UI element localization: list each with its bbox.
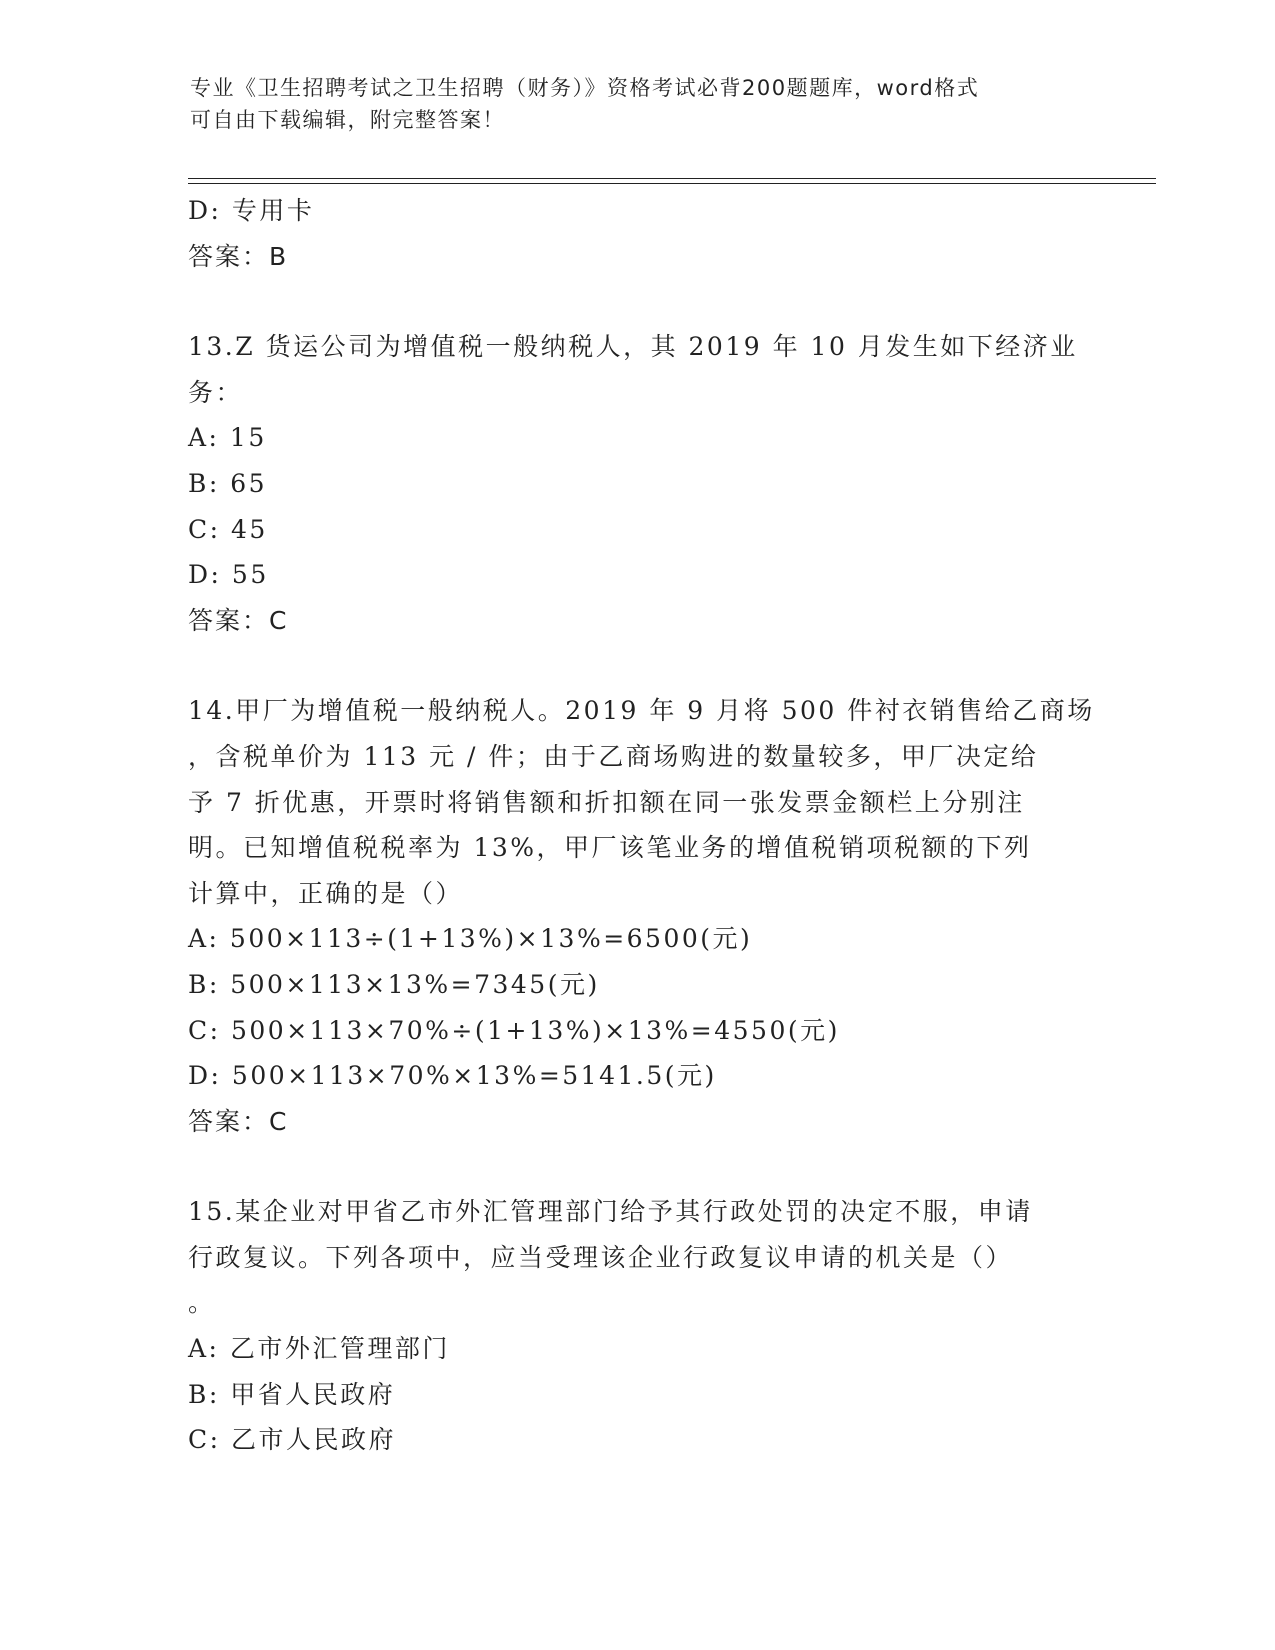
spacer — [188, 1144, 1088, 1189]
question-stem-line: 务： — [188, 377, 244, 407]
option-a: A: 500×113÷(1+13%)×13%=6500(元) — [188, 924, 753, 954]
header-line-1: 专业《卫生招聘考试之卫生招聘（财务）》资格考试必背200题题库，word格式 — [190, 76, 980, 100]
header-line-2: 可自由下载编辑，附完整答案！ — [190, 108, 505, 132]
question-stem-line: 明。已知增值税税率为 13%，甲厂该笔业务的增值税销项税额的下列 — [188, 833, 1032, 863]
question-13 — [188, 324, 1088, 643]
option-c: C: 500×113×70%÷(1+13%)×13%=4550(元) — [188, 1015, 840, 1045]
question-content — [188, 188, 1095, 1463]
option-c: C: 45 — [188, 514, 268, 544]
header-divider-bottom — [188, 183, 1156, 184]
document-header — [190, 72, 1080, 136]
spacer — [188, 643, 1088, 688]
question-stem-line: 。 — [188, 1288, 216, 1318]
answer-line: 答案：B — [188, 241, 289, 271]
question-stem-line: 行政复议。下列各项中，应当受理该企业行政复议申请的机关是（） — [188, 1242, 1014, 1272]
question-stem-line: 13.Z 货运公司为增值税一般纳税人，其 2019 年 10 月发生如下经济业 — [188, 332, 1078, 362]
option-b: B: 500×113×13%=7345(元) — [188, 969, 600, 999]
option-b: B: 甲省人民政府 — [188, 1379, 396, 1409]
question-14 — [188, 688, 1095, 1144]
answer-line: 答案：C — [188, 605, 289, 635]
option-a: A: 15 — [188, 423, 267, 453]
option-d: D: 500×113×70%×13%=5141.5(元) — [188, 1061, 717, 1091]
answer-line: 答案：C — [188, 1106, 289, 1136]
option-a: A: 乙市外汇管理部门 — [188, 1334, 450, 1364]
option-d: D: 55 — [188, 560, 269, 590]
question-15 — [188, 1189, 1088, 1463]
spacer — [188, 279, 1088, 324]
question-stem-line: ，含税单价为 113 元 / 件；由于乙商场购进的数量较多，甲厂决定给 — [188, 741, 1039, 771]
option-b: B: 65 — [188, 468, 268, 498]
header-divider-top — [188, 178, 1156, 179]
question-stem-line: 计算中，正确的是（） — [188, 878, 464, 908]
question-stem-line: 予 7 折优惠，开票时将销售额和折扣额在同一张发票金额栏上分别注 — [188, 787, 1025, 817]
question-stem-line: 15.某企业对甲省乙市外汇管理部门给予其行政处罚的决定不服，申请 — [188, 1197, 1033, 1227]
question-stem-line: 14.甲厂为增值税一般纳税人。2019 年 9 月将 500 件衬衣销售给乙商场 — [188, 696, 1095, 726]
option-d: D: 专用卡 — [188, 196, 315, 225]
option-c: C: 乙市人民政府 — [188, 1425, 396, 1455]
